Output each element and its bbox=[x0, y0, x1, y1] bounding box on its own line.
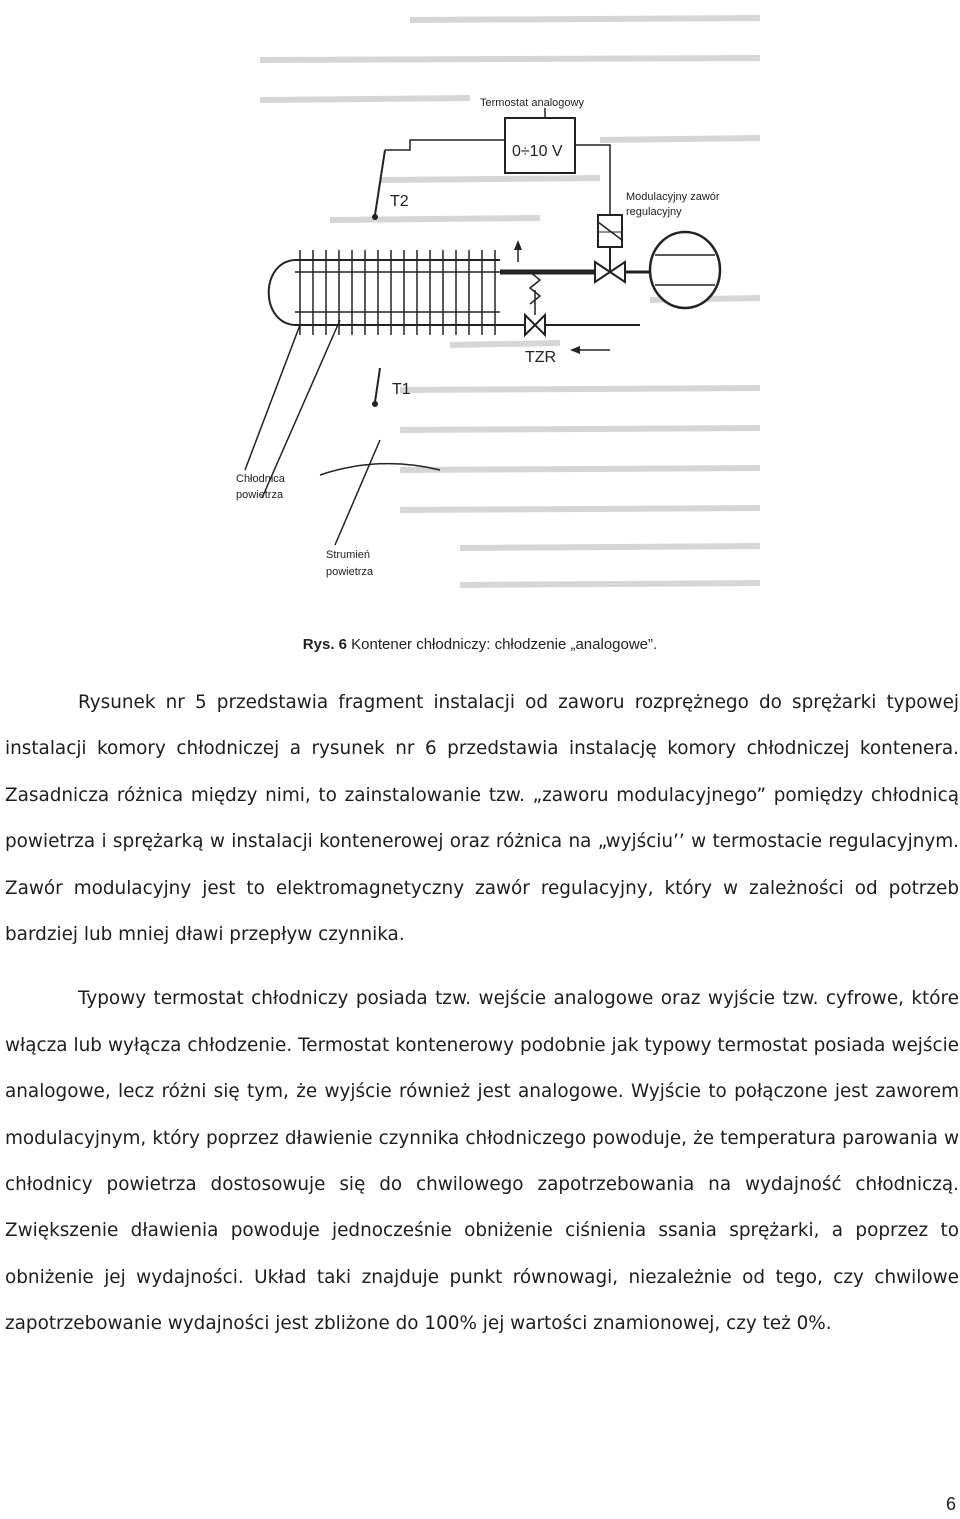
sensor-t2 bbox=[372, 150, 409, 220]
sensor-t2-label: T2 bbox=[390, 193, 409, 210]
cooler-label-2: powietrza bbox=[236, 489, 284, 501]
valve-label-1: Modulacyjny zawór bbox=[626, 191, 720, 203]
paragraph: Rysunek nr 5 przedstawia fragment instalacji od zaworu rozprężnego do sprężarki typowej instalacji komory chłodniczej a rysunek nr 6 przedstawia instalację komory chłodniczej kontenera. Zasadnicza różnica między nimi, to zainstalowanie tzw. „zaworu modulacyjnego” pomiędzy chłodnicą powietrza i sprężarką w instalacji kontenerowej oraz różnica na „wyjściu’’ w termostacie regulacyjnym. Zawór modulacyjny jest to elektromagnetyczny zawór regulacyjny, który w zależności od potrzeb bardziej lub mniej dławi przepływ czynnika. bbox=[5, 692, 959, 946]
thermostat bbox=[480, 97, 584, 173]
body-text bbox=[5, 680, 959, 1348]
air-cooler bbox=[269, 250, 500, 335]
modulating-valve bbox=[595, 215, 625, 282]
valve-label-2: regulacyjny bbox=[626, 206, 682, 218]
stream-label-1: Strumień bbox=[326, 549, 371, 561]
figure-caption bbox=[0, 636, 960, 653]
thermostat-label: Termostat analogowy bbox=[480, 97, 584, 109]
cooling-diagram bbox=[200, 0, 780, 610]
cooling-diagram-svg bbox=[200, 0, 780, 610]
tzr-label: TZR bbox=[525, 349, 557, 366]
page-number: 6 bbox=[945, 1494, 956, 1514]
paragraph: Typowy termostat chłodniczy posiada tzw. wejście analogowe oraz wyjście tzw. cyfrowe, które włącza lub wyłącza chłodzenie. Termostat kontenerowy podobnie jak typowy termostat posiada wejście analogowe, lecz różni się tym, że wyjście również jest analogowe. Wyjście to połączone jest zaworem modulacyjnym, który poprzez dławienie czynnika chłodniczego powoduje, że temperatura parowania w chłodnicy powietrza dostosowuje się do chwilowego zapotrzebowania na wydajność chłodniczą. Zwiększenie dławienia powoduje jednocześnie obniżenie ciśnienia ssania sprężarki, a poprzez to obniżenie jej wydajności. Układ taki znajduje punkt równowagi, niezależnie od tego, czy chwilowe zapotrzebowanie wydajności jest zbliżone do 100% jej wartości znamionowej, czy też 0%. bbox=[5, 988, 959, 1335]
cooler-label-1: Chłodnica bbox=[236, 473, 285, 485]
caption-label: Rys. 6 bbox=[302, 636, 347, 653]
stream-label-2: powietrza bbox=[326, 566, 374, 578]
caption-text: Kontener chłodniczy: chłodzenie „analogowe”. bbox=[347, 636, 658, 653]
thermostat-voltage-label: 0÷10 V bbox=[512, 143, 563, 160]
suction-line bbox=[500, 240, 650, 272]
sensor-t1 bbox=[372, 368, 411, 407]
sensor-t1-label: T1 bbox=[392, 381, 411, 398]
compressor bbox=[650, 232, 720, 308]
